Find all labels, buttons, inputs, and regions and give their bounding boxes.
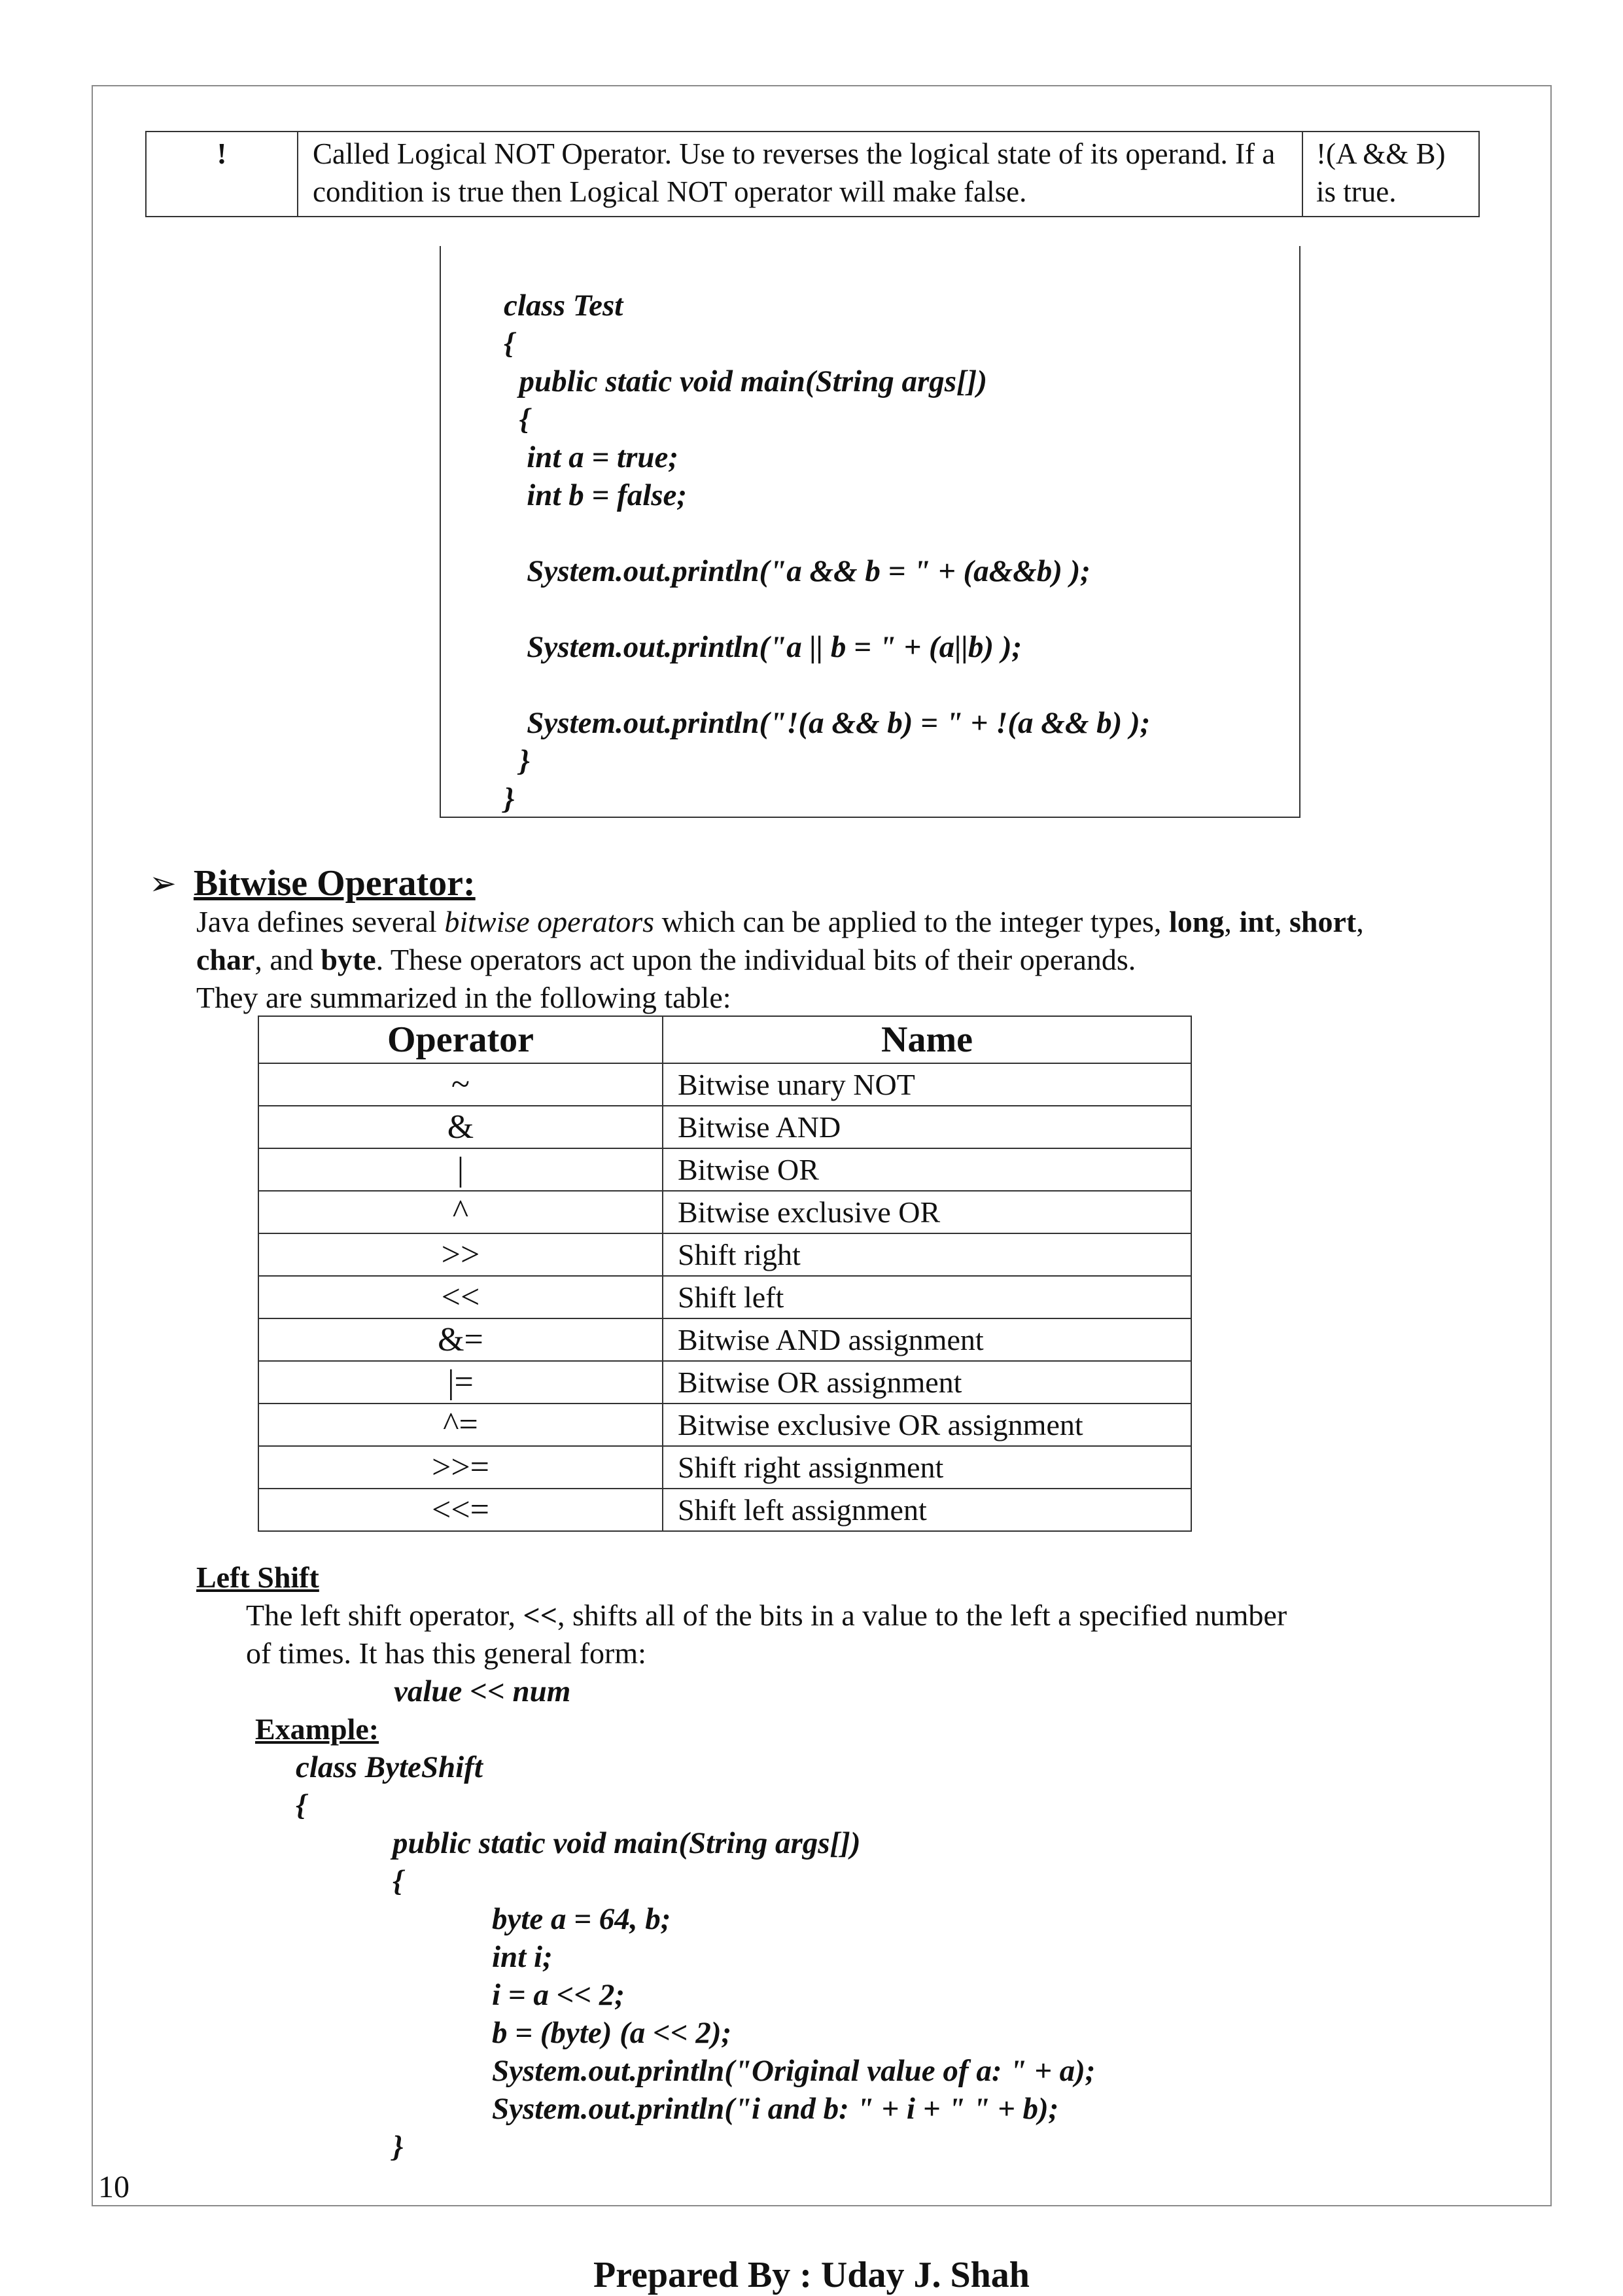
code-line: class Test: [504, 289, 623, 323]
left-shift-text: of times. It has this general form:: [246, 1636, 646, 1670]
table-row: [258, 1148, 1191, 1191]
operator-name: Shift left assignment: [663, 1489, 1191, 1531]
header-operator: Operator: [258, 1016, 663, 1063]
code-line: {: [296, 1788, 307, 1822]
code-line: byte a = 64, b;: [492, 1902, 671, 1936]
footer-credit: Prepared By : Uday J. Shah: [593, 2255, 1030, 2295]
operator-name: Bitwise AND assignment: [663, 1318, 1191, 1361]
operator-symbol: <<=: [258, 1489, 663, 1531]
operator-name: Shift right assignment: [663, 1446, 1191, 1489]
logical-not-table: [145, 131, 1480, 217]
operator-name: Shift left: [663, 1276, 1191, 1318]
section-heading: [149, 862, 476, 904]
arrow-bullet-icon: ➢: [149, 864, 177, 902]
operator-symbol: ^=: [258, 1404, 663, 1446]
operator-name: Shift right: [663, 1233, 1191, 1276]
header-name: Name: [663, 1016, 1191, 1063]
code-line: public static void main(String args[]): [393, 1826, 861, 1860]
operator-symbol: &: [258, 1106, 663, 1148]
example-cell: !(A && B) is true.: [1302, 132, 1479, 217]
table-row: [258, 1276, 1191, 1318]
code-line: {: [504, 327, 515, 361]
section-title: Bitwise Operator:: [193, 863, 476, 904]
general-form: value << num: [394, 1674, 571, 1708]
table-row: [258, 1318, 1191, 1361]
operator-symbol: &=: [258, 1318, 663, 1361]
code-line: i = a << 2;: [492, 1978, 625, 2012]
code-line: System.out.println("a || b = " + (a||b) );: [504, 630, 1022, 664]
operator-symbol: ~: [258, 1063, 663, 1106]
code-line: public static void main(String args[]): [504, 364, 987, 398]
code-line: System.out.println("i and b: " + i + " " + b);: [492, 2092, 1059, 2126]
table-row: [258, 1404, 1191, 1446]
operator-symbol: |: [258, 1148, 663, 1191]
code-line: }: [393, 2130, 404, 2164]
table-row: [258, 1191, 1191, 1233]
page-number: 10: [98, 2170, 130, 2204]
operator-name: Bitwise OR assignment: [663, 1361, 1191, 1404]
intro-line: They are summarized in the following table:: [196, 981, 731, 1014]
operator-name: Bitwise AND: [663, 1106, 1191, 1148]
operator-name: Bitwise OR: [663, 1148, 1191, 1191]
table-row: [258, 1489, 1191, 1531]
code-line: }: [504, 744, 530, 778]
operator-symbol: <<: [258, 1276, 663, 1318]
table-header-row: [258, 1016, 1191, 1063]
left-shift-text: The left shift operator, <<, shifts all of the bits in a value to the left a specified number: [246, 1598, 1287, 1632]
bitwise-operator-table: [258, 1016, 1192, 1532]
table-row: [258, 1106, 1191, 1148]
table-row: [146, 132, 1479, 217]
operator-cell: !: [146, 132, 298, 217]
code-line: }: [504, 782, 515, 816]
operator-symbol: >>: [258, 1233, 663, 1276]
code-line: int i;: [492, 1940, 553, 1974]
code-line: int b = false;: [504, 478, 688, 512]
code-line: {: [504, 402, 530, 436]
code-line: {: [393, 1864, 404, 1898]
table-row: [258, 1361, 1191, 1404]
code-line: System.out.println("!(a && b) = " + !(a && b) );: [504, 706, 1151, 740]
operator-symbol: |=: [258, 1361, 663, 1404]
table-row: [258, 1446, 1191, 1489]
intro-line: Java defines several bitwise operators which can be applied to the integer types, long, int, short,: [196, 905, 1364, 938]
operator-name: Bitwise exclusive OR: [663, 1191, 1191, 1233]
left-shift-heading: Left Shift: [196, 1561, 319, 1594]
operator-symbol: ^: [258, 1191, 663, 1233]
table-row: [258, 1233, 1191, 1276]
example-heading: Example:: [255, 1712, 379, 1746]
code-line: System.out.println("a && b = " + (a&&b) );: [504, 554, 1091, 588]
description-cell: Called Logical NOT Operator. Use to reverses the logical state of its operand. If a condition is true then Logical NOT operator will make false.: [298, 132, 1302, 217]
operator-name: Bitwise exclusive OR assignment: [663, 1404, 1191, 1446]
table-row: [258, 1063, 1191, 1106]
operator-symbol: >>=: [258, 1446, 663, 1489]
code-line: int a = true;: [504, 440, 679, 474]
operator-name: Bitwise unary NOT: [663, 1063, 1191, 1106]
code-line: class ByteShift: [296, 1750, 483, 1784]
code-line: System.out.println("Original value of a: " + a);: [492, 2054, 1096, 2088]
intro-line: char, and byte. These operators act upon the individual bits of their operands.: [196, 943, 1136, 976]
code-line: b = (byte) (a << 2);: [492, 2016, 732, 2050]
